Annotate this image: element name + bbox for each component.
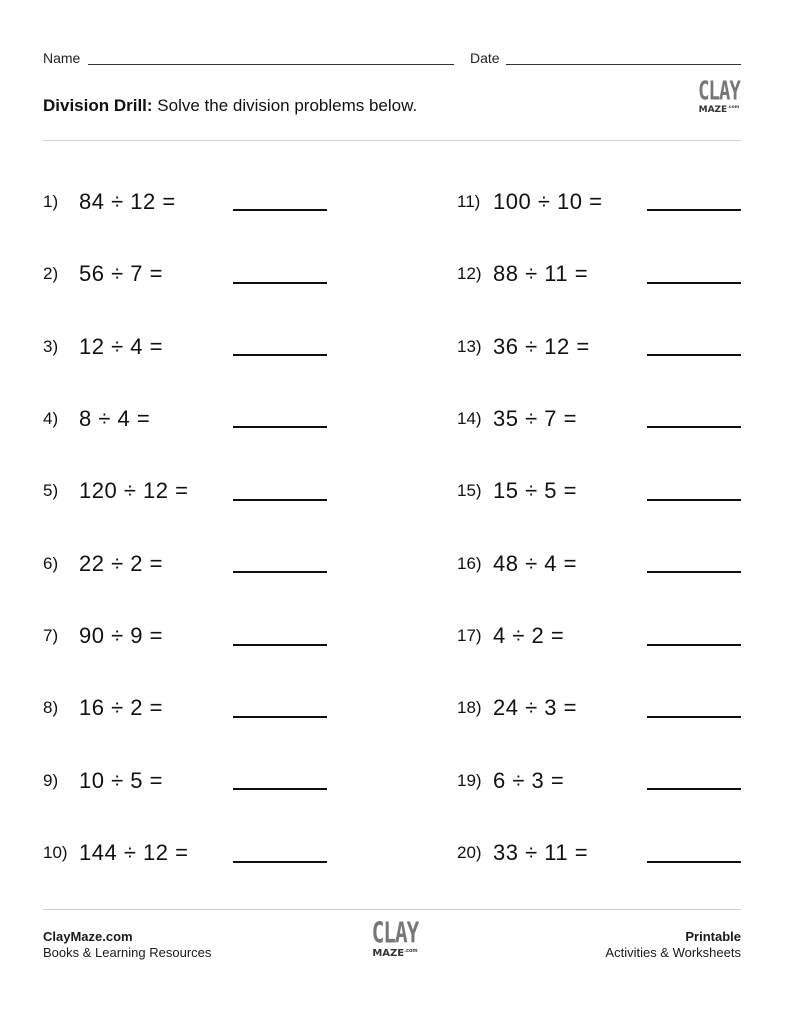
footer-activities: Activities & Worksheets xyxy=(605,945,741,960)
problem-14 xyxy=(457,404,577,434)
answer-line[interactable] xyxy=(233,499,327,501)
title-instructions: Solve the division problems below. xyxy=(152,96,418,115)
footer-claymaze-logo xyxy=(367,916,423,959)
name-field-line[interactable] xyxy=(88,64,454,65)
answer-line[interactable] xyxy=(647,209,741,211)
answer-line[interactable] xyxy=(233,426,327,428)
name-label: Name xyxy=(43,50,81,66)
problem-number: 20) xyxy=(457,843,482,862)
problem-19 xyxy=(457,766,564,796)
problem-number: 13) xyxy=(457,337,482,356)
date-label: Date xyxy=(470,50,500,66)
problem-expression: 24 ÷ 3 = xyxy=(493,695,577,720)
answer-line[interactable] xyxy=(647,282,741,284)
problem-8 xyxy=(43,693,163,723)
footer-right xyxy=(605,929,741,961)
problem-number: 7) xyxy=(43,626,59,645)
problem-number: 12) xyxy=(457,264,482,283)
date-field-line[interactable] xyxy=(506,64,741,65)
answer-line[interactable] xyxy=(233,716,327,718)
problem-11 xyxy=(457,187,602,217)
problem-number: 9) xyxy=(43,771,59,790)
answer-line[interactable] xyxy=(233,861,327,863)
problem-10 xyxy=(43,838,188,868)
answer-line[interactable] xyxy=(233,571,327,573)
problem-expression: 56 ÷ 7 = xyxy=(79,261,163,286)
problem-expression: 12 ÷ 4 = xyxy=(79,334,163,359)
footer-site: ClayMaze.com xyxy=(43,929,133,944)
problem-expression: 16 ÷ 2 = xyxy=(79,695,163,720)
footer-left xyxy=(43,929,211,961)
problem-number: 6) xyxy=(43,554,59,573)
problem-number: 14) xyxy=(457,409,482,428)
problem-expression: 8 ÷ 4 = xyxy=(79,406,151,431)
problem-1 xyxy=(43,187,176,217)
problem-number: 2) xyxy=(43,264,59,283)
problem-expression: 88 ÷ 11 = xyxy=(493,261,589,286)
problem-number: 1) xyxy=(43,192,59,211)
problem-expression: 33 ÷ 11 = xyxy=(493,840,589,865)
problem-expression: 4 ÷ 2 = xyxy=(493,623,565,648)
footer-divider xyxy=(43,909,741,910)
worksheet-title xyxy=(43,96,417,116)
problem-17 xyxy=(457,621,564,651)
title-heading: Division Drill: xyxy=(43,96,153,115)
problem-number: 17) xyxy=(457,626,482,645)
answer-line[interactable] xyxy=(647,354,741,356)
problem-number: 19) xyxy=(457,771,482,790)
answer-line[interactable] xyxy=(233,644,327,646)
problem-expression: 48 ÷ 4 = xyxy=(493,551,577,576)
footer-tagline: Books & Learning Resources xyxy=(43,945,212,960)
problem-expression: 144 ÷ 12 = xyxy=(79,840,189,865)
problem-expression: 6 ÷ 3 = xyxy=(493,768,565,793)
answer-line[interactable] xyxy=(647,644,741,646)
footer-logo-com-word: .com xyxy=(404,948,418,954)
logo-maze-word: MAZE xyxy=(698,105,728,115)
logo-clay-text: CLAY xyxy=(698,76,740,107)
problem-expression: 35 ÷ 7 = xyxy=(493,406,577,431)
problem-number: 15) xyxy=(457,481,482,500)
answer-line[interactable] xyxy=(647,788,741,790)
problem-expression: 120 ÷ 12 = xyxy=(79,478,189,503)
logo-com-word: .com xyxy=(727,105,740,110)
footer-logo-maze-text xyxy=(367,949,423,959)
problem-number: 18) xyxy=(457,698,482,717)
answer-line[interactable] xyxy=(647,426,741,428)
problem-6 xyxy=(43,549,163,579)
problem-20 xyxy=(457,838,588,868)
problem-expression: 15 ÷ 5 = xyxy=(493,478,577,503)
problem-16 xyxy=(457,549,577,579)
problem-expression: 36 ÷ 12 = xyxy=(493,334,590,359)
problem-number: 10) xyxy=(43,843,68,862)
problem-number: 16) xyxy=(457,554,482,573)
problem-4 xyxy=(43,404,150,434)
answer-line[interactable] xyxy=(647,716,741,718)
problem-18 xyxy=(457,693,577,723)
answer-line[interactable] xyxy=(647,499,741,501)
problem-12 xyxy=(457,259,588,289)
problem-5 xyxy=(43,476,188,506)
problem-3 xyxy=(43,332,163,362)
answer-line[interactable] xyxy=(647,571,741,573)
claymaze-logo xyxy=(694,76,744,115)
problem-number: 4) xyxy=(43,409,59,428)
problem-expression: 22 ÷ 2 = xyxy=(79,551,163,576)
problem-expression: 10 ÷ 5 = xyxy=(79,768,163,793)
problem-number: 5) xyxy=(43,481,59,500)
problem-expression: 90 ÷ 9 = xyxy=(79,623,163,648)
problem-9 xyxy=(43,766,163,796)
problem-7 xyxy=(43,621,163,651)
logo-maze-text xyxy=(694,106,744,115)
answer-line[interactable] xyxy=(233,788,327,790)
problem-number: 8) xyxy=(43,698,59,717)
footer-logo-maze-word: MAZE xyxy=(372,948,405,959)
answer-line[interactable] xyxy=(647,861,741,863)
answer-line[interactable] xyxy=(233,354,327,356)
problem-15 xyxy=(457,476,577,506)
footer-printable: Printable xyxy=(685,929,741,944)
problem-expression: 84 ÷ 12 = xyxy=(79,189,176,214)
answer-line[interactable] xyxy=(233,282,327,284)
problem-2 xyxy=(43,259,163,289)
footer-logo-clay-text: CLAY xyxy=(371,916,419,950)
problem-expression: 100 ÷ 10 = xyxy=(493,189,603,214)
problem-number: 3) xyxy=(43,337,59,356)
header-divider xyxy=(43,140,741,141)
problem-13 xyxy=(457,332,590,362)
problem-number: 11) xyxy=(457,192,481,211)
answer-line[interactable] xyxy=(233,209,327,211)
